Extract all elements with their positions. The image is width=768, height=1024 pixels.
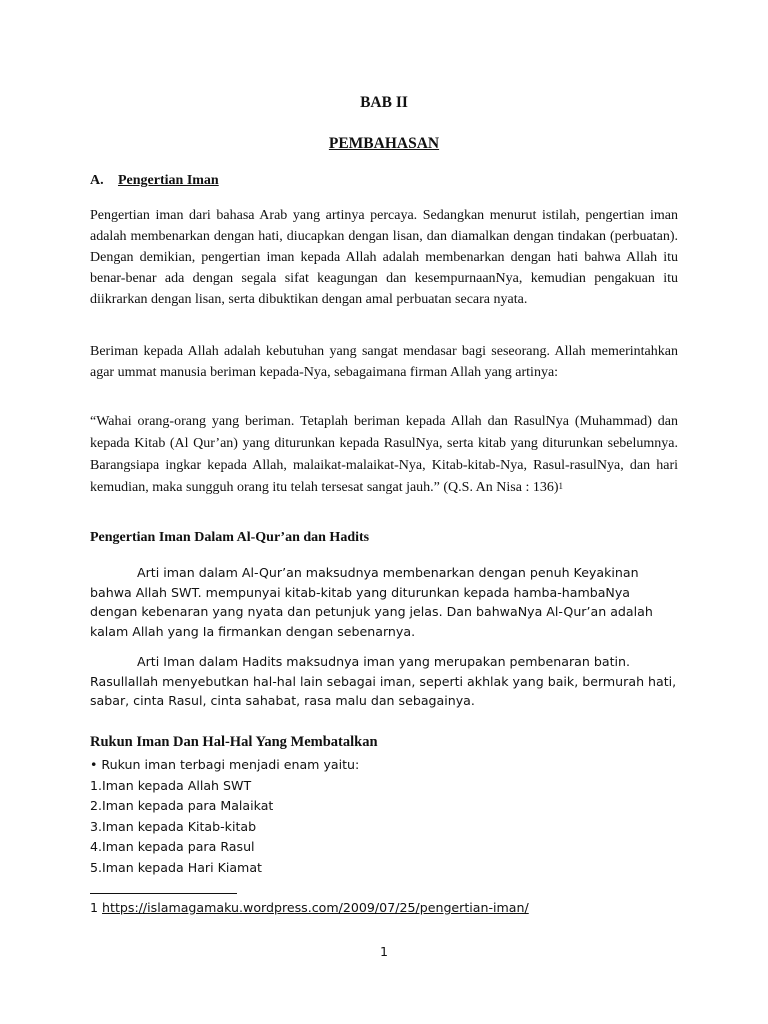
paragraph-text: Beriman kepada Allah adalah kebutuhan yang sangat mendasar bagi seseorang. Allah memerintahkan agar ummat manusia beriman kepada-Nya, sebagaimana firman Allah yang artinya: <box>90 344 678 380</box>
page-number: 1 <box>379 944 388 959</box>
list-item: • Rukun iman terbagi menjadi enam yaitu: <box>90 757 360 772</box>
section-title: Pengertian Iman <box>118 173 219 188</box>
paragraph-text: Arti iman dalam Al-Qur’an maksudnya membenarkan dengan penuh Keyakinan bahwa Allah SWT. mempunyai kitab-kitab yang diturunkan kepada hamba-hambaNya dengan kebenaran yang nyata dan petunjuk yang jelas. Dan bahwaNya Al-Qur’an adalah kalam Allah yang Ia firmankan dengan sebenarnya. <box>90 565 653 639</box>
section-heading-quran-hadits: Pengertian Iman Dalam Al-Qur’an dan Hadits <box>90 530 370 545</box>
list-item: 1.Iman kepada Allah SWT <box>90 777 252 793</box>
footnote <box>90 900 529 915</box>
paragraph-text: Arti Iman dalam Hadits maksudnya iman yang merupakan pembenaran batin. Rasullallah menyebutkan hal-hal lain sebagai iman, seperti akhlak yang baik, bermurah hati, sabar, cinta Rasul, cinta sahabat, rasa malu dan sebagainya. <box>90 654 677 708</box>
section-a-heading <box>90 173 219 189</box>
quote-text: “Wahai orang-orang yang beriman. Tetaplah beriman kepada Allah dan RasulNya (Muhammad) dan kepada Kitab (Al Qur’an) yang diturunkan kepada RasulNya, serta kitab yang diturunkan sebelumnya. Barangsiapa ingkar kepada Allah, malaikat-malaikat-Nya, Kitab-kitab-Nya, Rasul-rasulNya, dan hari kemudian, maka sungguh orang itu telah tersesat sangat jauh.” (Q.S. An Nisa : 136) <box>90 414 678 495</box>
list-item: 2.Iman kepada para Malaikat <box>90 798 274 814</box>
section-number: A. <box>90 173 104 188</box>
paragraph-belief <box>90 341 678 383</box>
paragraph-hadits <box>90 652 678 711</box>
paragraph-definition <box>90 205 678 310</box>
quran-quote <box>90 411 678 499</box>
paragraph-quran <box>90 563 678 641</box>
rukun-iman-list <box>90 755 678 879</box>
footnote-reference[interactable]: 1 <box>558 481 564 491</box>
footnote-number: 1 <box>90 900 99 915</box>
list-item: 3.Iman kepada Kitab-kitab <box>90 818 257 834</box>
paragraph-text: Pengertian iman dari bahasa Arab yang artinya percaya. Sedangkan menurut istilah, pengertian iman adalah membenarkan dengan hati, diucapkan dengan lisan, dan diamalkan dengan tindakan (perbuatan). Dengan demikian, pengertian iman kepada Allah adalah membenarkan dengan hati bahwa Allah itu benar-benar ada dengan segala sifat keagungan dan kesempurnaanNya, kemudian pengakuan itu diikrarkan dengan lisan, serta dibuktikan dengan amal perbuatan secara nyata. <box>90 208 678 307</box>
footnote-divider <box>90 893 237 894</box>
footnote-link[interactable]: https://islamagamaku.wordpress.com/2009/07/25/pengertian-iman/ <box>102 900 529 915</box>
section-heading-rukun-iman: Rukun Iman Dan Hal-Hal Yang Membatalkan <box>90 734 378 750</box>
page-title: PEMBAHASAN <box>328 135 440 152</box>
list-item: 5.Iman kepada Hari Kiamat <box>90 859 262 875</box>
chapter-heading: BAB II <box>360 94 408 111</box>
list-item: 4.Iman kepada para Rasul <box>90 839 255 855</box>
